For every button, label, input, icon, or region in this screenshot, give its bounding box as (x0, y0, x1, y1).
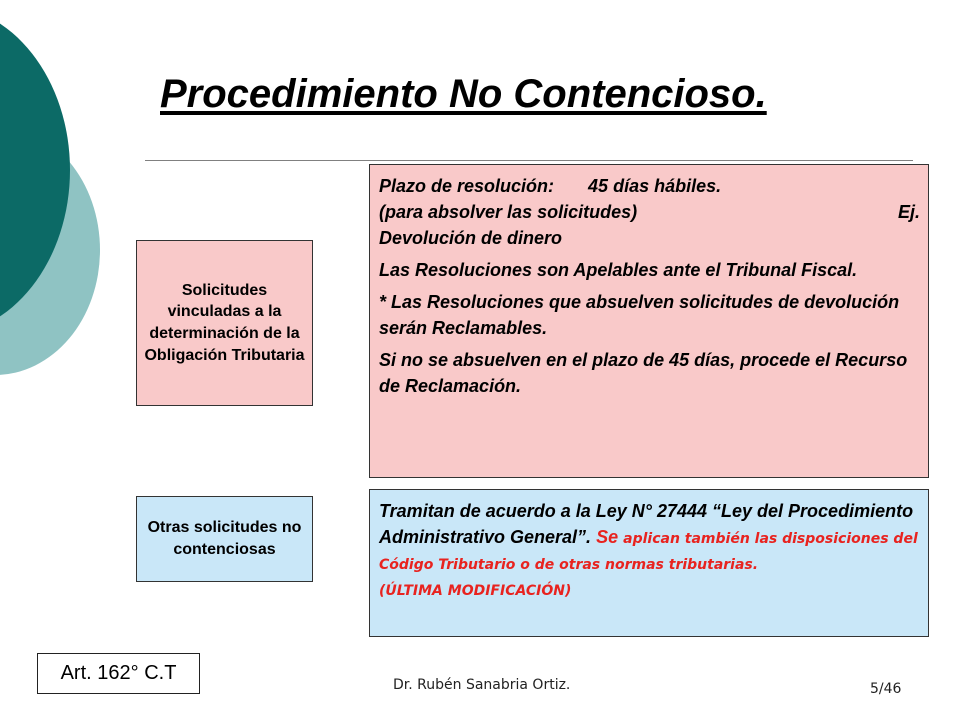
plazo-line (379, 173, 920, 199)
page-number: 5/46 (870, 681, 902, 697)
tramitan-paragraph (379, 498, 920, 576)
label-otras-box (136, 496, 313, 582)
apelables-text: Las Resoluciones son Apelables ante el Tribunal Fiscal. (379, 260, 858, 280)
absolver-text: (para absolver las solicitudes) (379, 202, 638, 222)
title-divider (145, 160, 913, 161)
aplican-text: aplican también las disposiciones del Código Tributario o de otras normas tributarias. (379, 531, 918, 573)
footer-author: Dr. Rubén Sanabria Ortiz. (393, 677, 571, 693)
ej-text: Ej. (897, 202, 920, 222)
plazo-value: 45 días hábiles. (588, 176, 722, 196)
plazo-label: Plazo de resolución: (379, 176, 555, 196)
tramitan-text: Tramitan de acuerdo a la Ley N° 27444 “Ley del Procedimiento Administrativo General”. (379, 501, 914, 547)
reclamables-text: * Las Resoluciones que absuelven solicitudes de devolución serán Reclamables. (379, 292, 900, 338)
article-reference: Art. 162° C.T (60, 662, 177, 684)
ultima-modificacion: (ÚLTIMA MODIFICACIÓN) (379, 583, 572, 599)
pink-content-box (369, 164, 929, 478)
recurso-text: Si no se absuelven en el plazo de 45 días, procede el Recurso de Reclamación. (379, 350, 908, 396)
label-solicitudes: Solicitudes vinculadas a la determinación de la Obligación Tributaria (144, 281, 305, 364)
absolver-line (379, 199, 920, 225)
blue-content-box (369, 489, 929, 637)
label-otras: Otras solicitudes no contenciosas (147, 519, 302, 558)
label-solicitudes-box (136, 240, 313, 406)
article-reference-box (37, 653, 200, 694)
devolucion-text: Devolución de dinero (379, 228, 563, 248)
se-text: Se (596, 527, 619, 547)
slide-title: Procedimiento No Contencioso. (160, 72, 767, 116)
